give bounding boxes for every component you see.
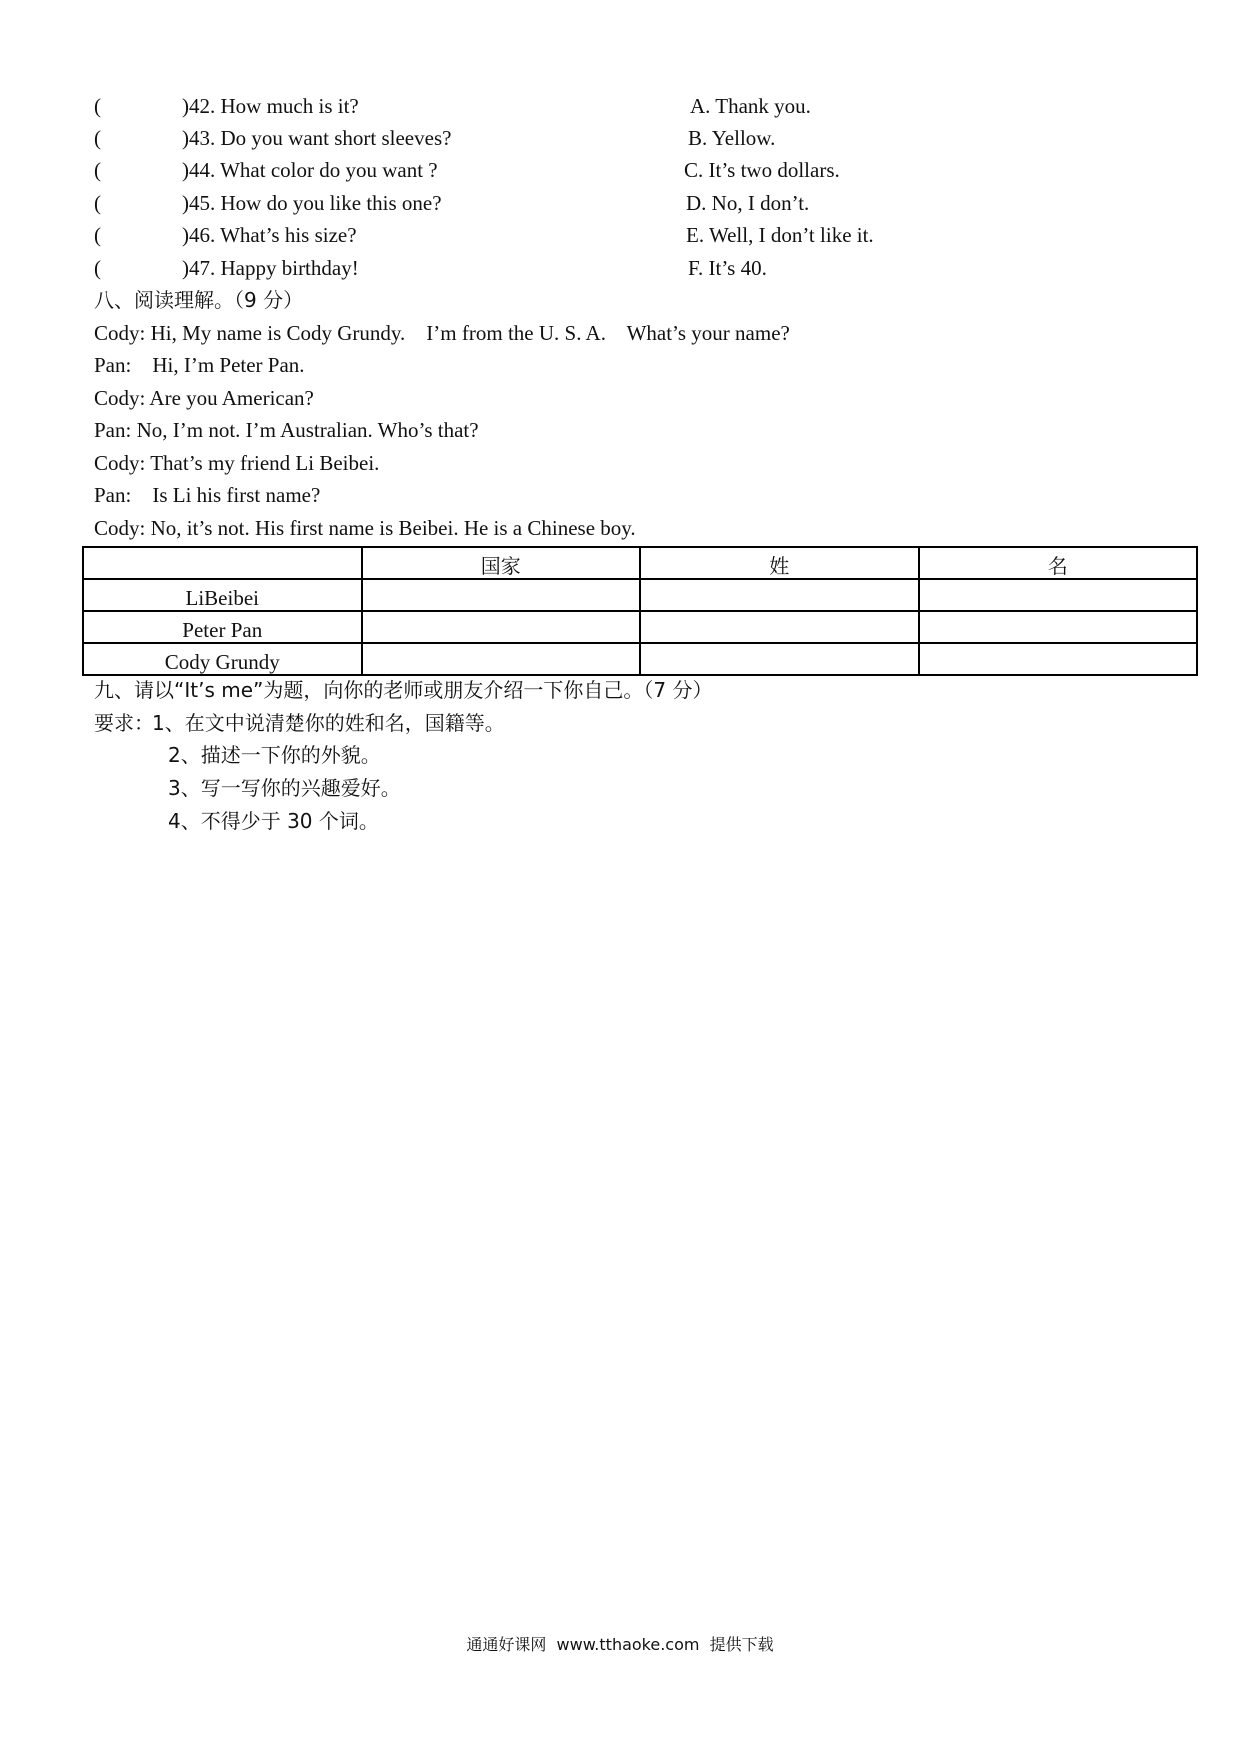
table-row (83, 643, 1197, 675)
section8-title: 八、阅读理解。（9 分） (94, 288, 304, 312)
dialogue-line: Cody: Hi, My name is Cody Grundy. I’m from the U. S. A. What’s your name? (94, 321, 790, 345)
question-text: )47. Happy birthday! (182, 256, 359, 280)
table-cell (362, 643, 641, 675)
requirement-item: 4、不得少于 30 个词。 (168, 809, 379, 833)
table-header-cell: 名 (919, 547, 1198, 579)
question-text: )43. Do you want short sleeves? (182, 126, 452, 150)
dialogue-line: Pan: No, I’m not. I’m Australian. Who’s that? (94, 418, 479, 442)
answer-option: F. It’s 40. (688, 256, 767, 280)
table-cell (362, 611, 641, 643)
answer-blank-open: ( (94, 158, 101, 182)
question-text: )45. How do you like this one? (182, 191, 442, 215)
dialogue-line: Cody: That’s my friend Li Beibei. (94, 451, 380, 475)
requirements-label: 要求： (94, 711, 154, 735)
dialogue-line: Pan: Is Li his first name? (94, 483, 321, 507)
requirement-item: 2、描述一下你的外貌。 (168, 743, 381, 767)
table-cell (919, 643, 1198, 675)
table-header-cell: 姓 (640, 547, 919, 579)
table-cell (919, 579, 1198, 611)
answer-option: C. It’s two dollars. (684, 158, 840, 182)
table-cell (640, 579, 919, 611)
page-footer: 通通好课网 www.tthaoke.com 提供下载 (466, 1635, 774, 1654)
answer-option: A. Thank you. (690, 94, 811, 118)
dialogue-line: Pan: Hi, I’m Peter Pan. (94, 353, 305, 377)
table-row-label: Peter Pan (83, 611, 362, 643)
table-cell (362, 579, 641, 611)
table-cell (640, 643, 919, 675)
matching-item-43 (94, 125, 1094, 151)
section9-title: 九、请以“It’s me”为题，向你的老师或朋友介绍一下你自己。（7 分） (94, 678, 713, 702)
answer-option: D. No, I don’t. (686, 191, 810, 215)
matching-item-44 (94, 157, 1094, 183)
answer-blank-open: ( (94, 223, 101, 247)
dialogue-line: Cody: Are you American? (94, 386, 314, 410)
table-header-row (83, 547, 1197, 579)
question-text: )42. How much is it? (182, 94, 359, 118)
table-header-cell: 国家 (362, 547, 641, 579)
matching-item-42 (94, 93, 1094, 119)
answer-blank-open: ( (94, 191, 101, 215)
question-text: )46. What’s his size? (182, 223, 357, 247)
answer-table (82, 546, 1198, 676)
table-row (83, 579, 1197, 611)
table-row-label: LiBeibei (83, 579, 362, 611)
answer-blank-open: ( (94, 256, 101, 280)
table-header-cell (83, 547, 362, 579)
answer-option: B. Yellow. (688, 126, 776, 150)
question-text: )44. What color do you want ? (182, 158, 438, 182)
table-cell (640, 611, 919, 643)
requirement-item: 1、在文中说清楚你的姓和名，国籍等。 (152, 711, 505, 735)
answer-blank-open: ( (94, 126, 101, 150)
requirement-item: 3、写一写你的兴趣爱好。 (168, 776, 401, 800)
matching-item-46 (94, 222, 1094, 248)
table-cell (919, 611, 1198, 643)
answer-blank-open: ( (94, 94, 101, 118)
matching-item-45 (94, 190, 1094, 216)
answer-option: E. Well, I don’t like it. (686, 223, 874, 247)
table-row-label: Cody Grundy (83, 643, 362, 675)
table-row (83, 611, 1197, 643)
dialogue-line: Cody: No, it’s not. His first name is Beibei. He is a Chinese boy. (94, 516, 636, 540)
matching-item-47 (94, 255, 1094, 281)
